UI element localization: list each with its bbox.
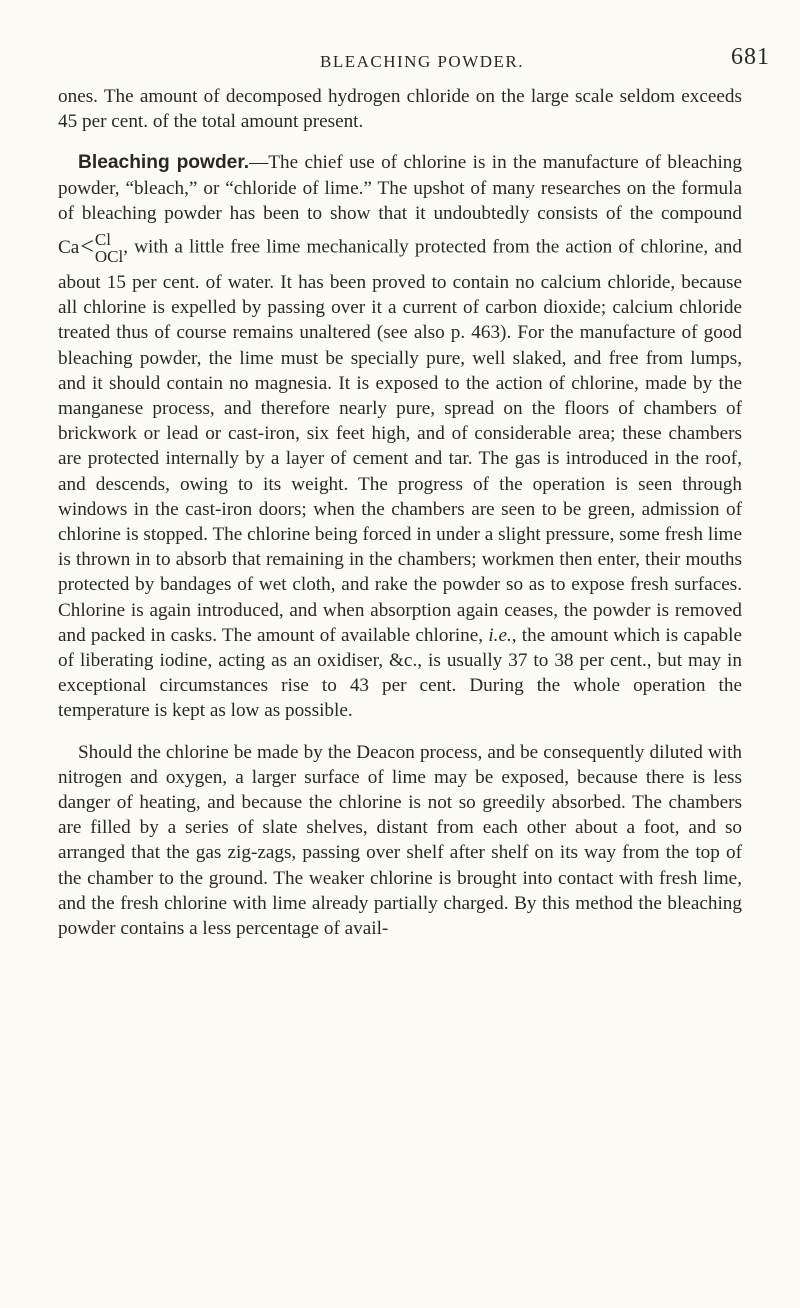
page-number: 681 xyxy=(731,44,770,70)
running-title: BLEACHING POWDER. xyxy=(320,52,524,71)
paragraph-1: ones. The amount of decomposed hydrogen chloride on the large scale seldom exceeds 45 per cent. of the total amount present. xyxy=(58,86,742,133)
body-text xyxy=(58,84,742,941)
paragraph-2-text-2: , with a little free lime mechanically protected from the action of chlorine, and about 15 per cent. of water. It has been proved to contain no calcium chloride, because all chlorine is expelled by passing over it a current of carbon dioxide; calcium chloride treated thus of course remains unaltered (see also p. 463). For the manufacture of good bleaching powder, the lime must be specially pure, well slaked, and free from lumps, and it should contain no magnesia. It is exposed to the action of chlorine, made by the manganese process, and therefore nearly pure, spread on the floors of chambers of brickwork or lead or cast-iron, six feet high, and of considerable area; these chambers are protected internally by a layer of cement and tar. The gas is introduced in the roof, and descends, owing to its weight. The progress of the operation is seen through windows in the cast-iron doors; when the chambers are seen to be green, admission of chlorine is stopped. The chlorine being forced in under a slight pressure, some fresh lime is thrown in to absorb that remaining in the chambers; workmen then enter, their mouths protected by bandages of wet cloth, and rake the powder so as to expose fresh surfaces. Chlorine is again introduced, and when absorption again ceases, the powder is removed and packed in casks. The amount of available chlorine, xyxy=(58,236,742,646)
chemical-formula xyxy=(58,226,123,270)
paragraph-3-text: Should the chlorine be made by the Deacon process, and be consequently diluted with nitrogen and oxygen, a larger surface of lime may be exposed, because there is less danger of heating, and because the chlorine is not so greedily absorbed. The chambers are filled by a series of slate shelves, distant from each other about a foot, and so arranged that the gas zig-zags, passing over shelf after shelf on its way from the top of the chamber to the ground. The weaker chlorine is brought into contact with fresh lime, and the fresh chlorine with lime already partially charged. By this method the bleaching powder contains a less percentage of avail- xyxy=(58,741,742,940)
section-heading: Bleaching powder. xyxy=(78,152,250,174)
paragraph-2 xyxy=(58,150,742,723)
formula-base: Ca xyxy=(58,237,80,259)
paragraph-3 xyxy=(58,740,742,942)
abbrev-ie: i.e. xyxy=(488,624,512,646)
formula-top: Cl xyxy=(94,230,111,250)
paragraph-2-text-3: , the amount which is capable of liberating iodine, acting as an oxidiser, &c., is usually 37 to 38 per cent., but may in exceptional circumstances rise to 43 per cent. During the whole operation the temperature is kept as low as possible. xyxy=(58,624,742,722)
paragraph-2-text-1: —The chief use of chlorine is in the manufacture of bleaching powder, “bleach,” or “chloride of lime.” The upshot of many researches on the formula of bleaching powder has been to show that it undoubtedly consists of the compound xyxy=(58,152,742,224)
bond-bracket-icon: < xyxy=(80,234,94,261)
formula-bottom: OCl xyxy=(94,247,124,267)
